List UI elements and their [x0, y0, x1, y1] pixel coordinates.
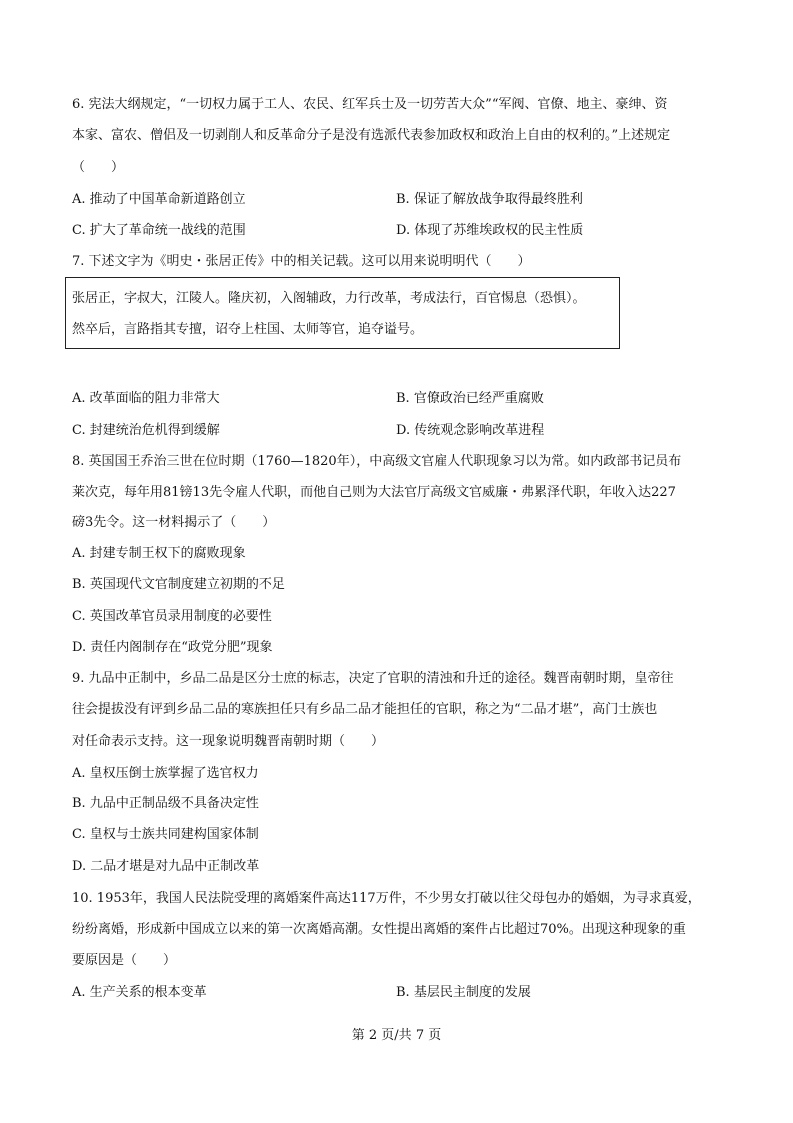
- q10-option-b[interactable]: B. 基层民主制度的发展: [396, 985, 531, 1000]
- q6-stem-line-3: （ ）: [72, 160, 125, 175]
- q7-option-c[interactable]: C. 封建统治危机得到缓解: [72, 423, 220, 438]
- q7-quote-line-1: 张居正，字叔大，江陵人。隆庆初，入阁辅政，力行改革，考成法行，百官惕息（恐惧）。: [72, 291, 586, 306]
- q7-stem-line-1: 7. 下述文字为《明史・张居正传》中的相关记载。这可以用来说明明代（ ）: [72, 254, 531, 269]
- q9-option-b[interactable]: B. 九品中正制品级不具备决定性: [72, 796, 259, 811]
- q10-stem-line-2: 纷纷离婚，形成新中国成立以来的第一次离婚高潮。女性提出离婚的案件占比超过70%。出现这种现象的重: [72, 922, 686, 937]
- q7-option-d[interactable]: D. 传统观念影响改革进程: [396, 423, 545, 438]
- q8-stem-line-1: 8. 英国国王乔治三世在位时期（1760—1820年），中高级文官雇人代职现象习以为常。如内政部书记员布: [72, 454, 682, 469]
- q6-stem-line-2: 本家、富农、僧侣及一切剥削人和反革命分子是没有选派代表参加政权和政治上自由的权利的。”上述规定: [72, 128, 671, 143]
- q7-option-b[interactable]: B. 官僚政治已经严重腐败: [396, 391, 544, 406]
- q9-option-c[interactable]: C. 皇权与士族共同建构国家体制: [72, 827, 259, 842]
- q6-option-a[interactable]: A. 推动了中国革命新道路创立: [72, 192, 246, 207]
- q8-stem-line-2: 莱次克，每年用81镑13先令雇人代职，而他自己则为大法官厅高级文官威廉・弗累泽代职，年收入达227: [72, 485, 676, 500]
- q9-option-d[interactable]: D. 二品才堪是对九品中正制改革: [72, 859, 260, 874]
- q10-stem-line-3: 要原因是（ ）: [72, 953, 177, 968]
- q8-stem-line-3: 磅3先令。这一材料揭示了（ ）: [72, 515, 276, 530]
- q10-stem-line-1: 10. 1953年，我国人民法院受理的离婚案件高达117万件，不少男女打破以往父母包办的婚姻，为寻求真爱，: [72, 891, 701, 906]
- q10-option-a[interactable]: A. 生产关系的根本变革: [72, 985, 207, 1000]
- q7-quote-line-2: 然卒后，言路指其专擅，诏夺上柱国、太师等官，追夺谥号。: [72, 322, 424, 337]
- q8-option-b[interactable]: B. 英国现代文官制度建立初期的不足: [72, 577, 285, 592]
- q9-stem-line-3: 对任命表示支持。这一现象说明魏晋南朝时期（ ）: [72, 734, 385, 749]
- q6-option-d[interactable]: D. 体现了苏维埃政权的民主性质: [396, 223, 584, 238]
- page-number-footer: 第 2 页/共 7 页: [351, 1028, 442, 1043]
- q8-option-a[interactable]: A. 封建专制王权下的腐败现象: [72, 546, 246, 561]
- q9-stem-line-1: 9. 九品中正制中，乡品二品是区分士庶的标志，决定了官职的清浊和升迁的途径。魏晋南朝时期，皇帝往: [72, 671, 674, 686]
- q8-option-c[interactable]: C. 英国改革官员录用制度的必要性: [72, 609, 272, 624]
- q6-option-b[interactable]: B. 保证了解放战争取得最终胜利: [396, 192, 583, 207]
- q9-stem-line-2: 往会提拔没有评到乡品二品的寒族担任只有乡品二品才能担任的官职，称之为“二品才堪”，高门士族也: [72, 702, 658, 717]
- q6-stem-line-1: 6. 宪法大纲规定，“一切权力属于工人、农民、红军兵士及一切劳苦大众”“军阀、官僚、地主、豪绅、资: [72, 97, 668, 112]
- q7-quote-box: [65, 277, 620, 349]
- q9-option-a[interactable]: A. 皇权压倒士族掌握了选官权力: [72, 766, 259, 781]
- q7-option-a[interactable]: A. 改革面临的阻力非常大: [72, 391, 220, 406]
- q6-option-c[interactable]: C. 扩大了革命统一战线的范围: [72, 223, 246, 238]
- q8-option-d[interactable]: D. 责任内阁制存在“政党分肥”现象: [72, 640, 273, 655]
